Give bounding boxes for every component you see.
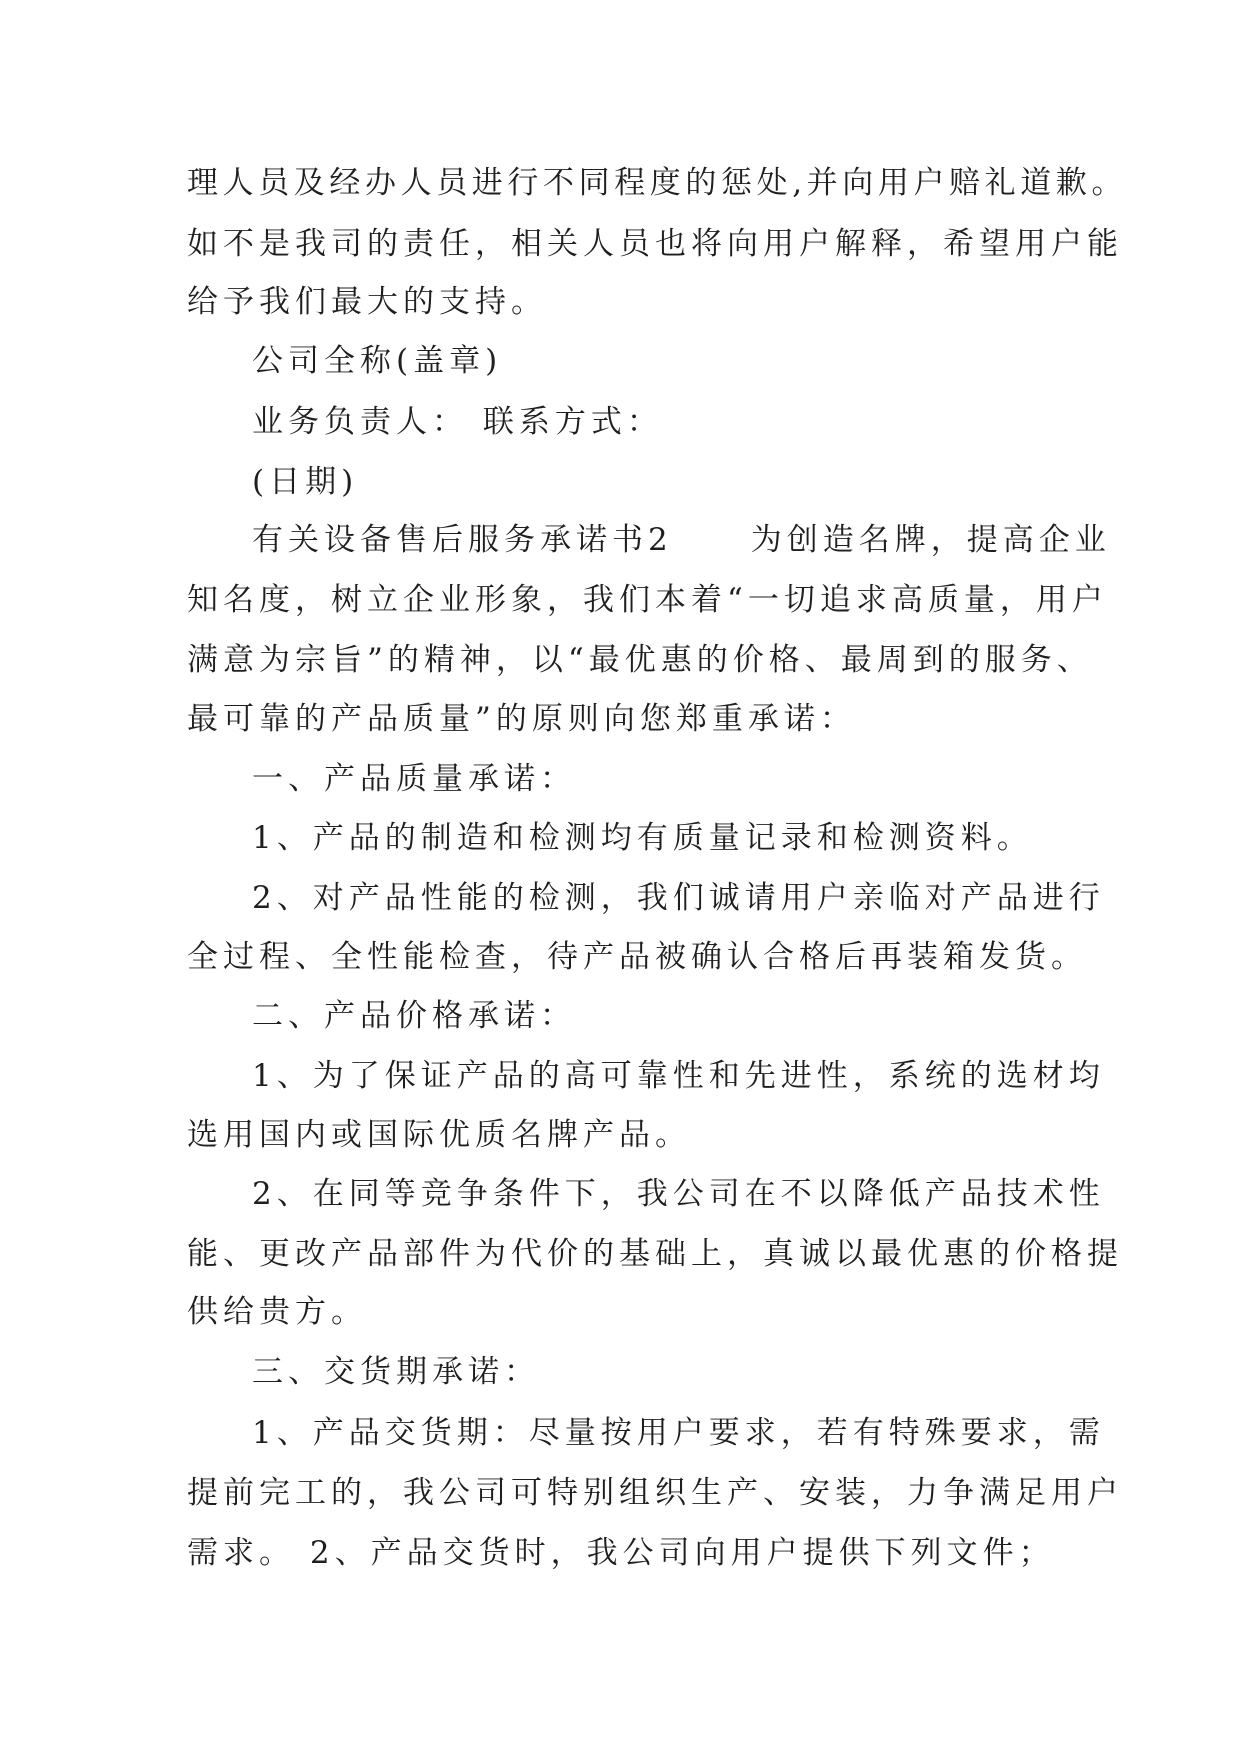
section-heading: 三、交货期承诺：: [252, 1354, 540, 1390]
text-line: 理人员及经办人员进行不同程度的惩处,并向用户赔礼道歉。: [187, 165, 1128, 201]
list-item: 1、产品交货期：尽量按用户要求，若有特殊要求，需: [252, 1415, 1105, 1451]
list-item: 1、为了保证产品的高可靠性和先进性，系统的选材均: [252, 1058, 1105, 1094]
text-line: 供给贵方。: [187, 1294, 367, 1330]
text-line: 选用国内或国际优质名牌产品。: [187, 1117, 691, 1153]
text-line: 为创造名牌，提高企业: [750, 522, 1111, 558]
date-line: (日期): [252, 464, 359, 500]
text-line: 全过程、全性能检查，待产品被确认合格后再装箱发货。: [187, 939, 1087, 975]
company-name-seal-line: 公司全称(盖章): [252, 343, 503, 379]
text-line: 需求。 2、产品交货时，我公司向用户提供下列文件；: [187, 1535, 1055, 1571]
list-item: 1、产品的制造和检测均有质量记录和检测资料。: [252, 820, 1033, 856]
contact-line: 业务负责人： 联系方式：: [252, 404, 663, 440]
section-heading-line: [252, 520, 1111, 560]
text-line: 提前完工的，我公司可特别组织生产、安装，力争满足用户: [187, 1475, 1123, 1511]
text-line: 如不是我司的责任，相关人员也将向用户解释，希望用户能: [187, 226, 1123, 262]
text-line: 知名度，树立企业形象，我们本着“一切追求高质量，用户: [187, 582, 1108, 618]
text-line: 最可靠的产品质量”的原则向您郑重承诺：: [187, 701, 856, 737]
text-line: 满意为宗旨”的精神，以“最优惠的价格、最周到的服务、: [187, 642, 1093, 678]
text-line: 给予我们最大的支持。: [187, 284, 547, 320]
document-title: 有关设备售后服务承诺书2: [252, 522, 673, 558]
list-item: 2、在同等竞争条件下，我公司在不以降低产品技术性: [252, 1176, 1105, 1212]
list-item: 2、对产品性能的检测，我们诚请用户亲临对产品进行: [252, 880, 1105, 916]
text-line: 能、更改产品部件为代价的基础上，真诚以最优惠的价格提: [187, 1236, 1123, 1272]
section-heading: 二、产品价格承诺：: [252, 998, 576, 1034]
section-heading: 一、产品质量承诺：: [252, 761, 576, 797]
